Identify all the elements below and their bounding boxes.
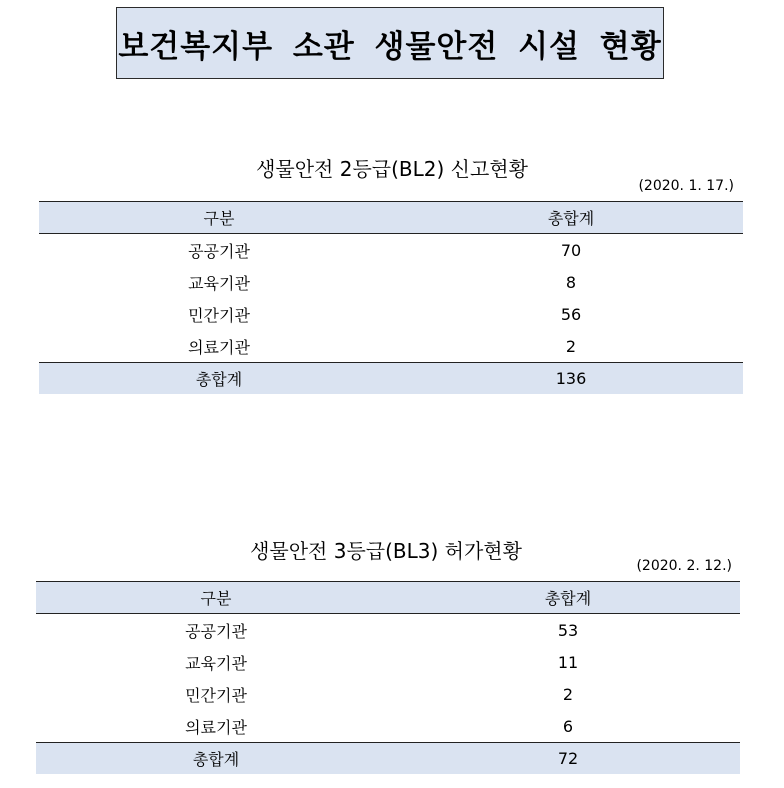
bl3-section-title: 생물안전 3등급(BL3) 허가현황 xyxy=(250,539,522,563)
row-label: 공공기관 xyxy=(188,241,250,261)
table-row xyxy=(39,298,743,330)
row-label: 교육기관 xyxy=(188,273,250,293)
row-label: 교육기관 xyxy=(185,653,247,673)
row-value: 70 xyxy=(560,240,582,260)
row-label: 민간기관 xyxy=(185,685,247,705)
total-label: 총합계 xyxy=(36,743,396,775)
main-title: 보건복지부 소관 생물안전 시설 현황 xyxy=(118,28,662,65)
table-row xyxy=(36,614,740,647)
total-value: 136 xyxy=(399,363,743,395)
total-row xyxy=(36,743,740,775)
header-total: 총합계 xyxy=(396,582,740,614)
row-value: 6 xyxy=(562,716,574,736)
table-row xyxy=(39,330,743,363)
total-value: 72 xyxy=(396,743,740,775)
row-value: 2 xyxy=(565,336,577,356)
header-category: 구분 xyxy=(39,202,399,234)
bl2-table xyxy=(39,201,743,394)
table-row xyxy=(39,234,743,267)
bl2-date: (2020. 1. 17.) xyxy=(638,178,734,194)
bl3-table xyxy=(36,581,740,774)
table-header-row xyxy=(36,582,740,614)
table-row xyxy=(36,710,740,743)
row-value: 11 xyxy=(557,652,579,672)
table-row xyxy=(36,678,740,710)
table-header-row xyxy=(39,202,743,234)
row-label: 의료기관 xyxy=(185,717,247,737)
total-label: 총합계 xyxy=(39,363,399,395)
header-total: 총합계 xyxy=(399,202,743,234)
bl3-date: (2020. 2. 12.) xyxy=(636,558,732,574)
main-title-box xyxy=(116,7,664,79)
row-value: 56 xyxy=(560,304,582,324)
row-label: 공공기관 xyxy=(185,621,247,641)
table-row xyxy=(36,646,740,678)
row-value: 8 xyxy=(565,272,577,292)
header-category: 구분 xyxy=(36,582,396,614)
table-row xyxy=(39,266,743,298)
row-value: 53 xyxy=(557,620,579,640)
row-value: 2 xyxy=(562,684,574,704)
total-row xyxy=(39,363,743,395)
bl2-section-title: 생물안전 2등급(BL2) 신고현황 xyxy=(256,157,528,181)
row-label: 의료기관 xyxy=(188,337,250,357)
row-label: 민간기관 xyxy=(188,305,250,325)
